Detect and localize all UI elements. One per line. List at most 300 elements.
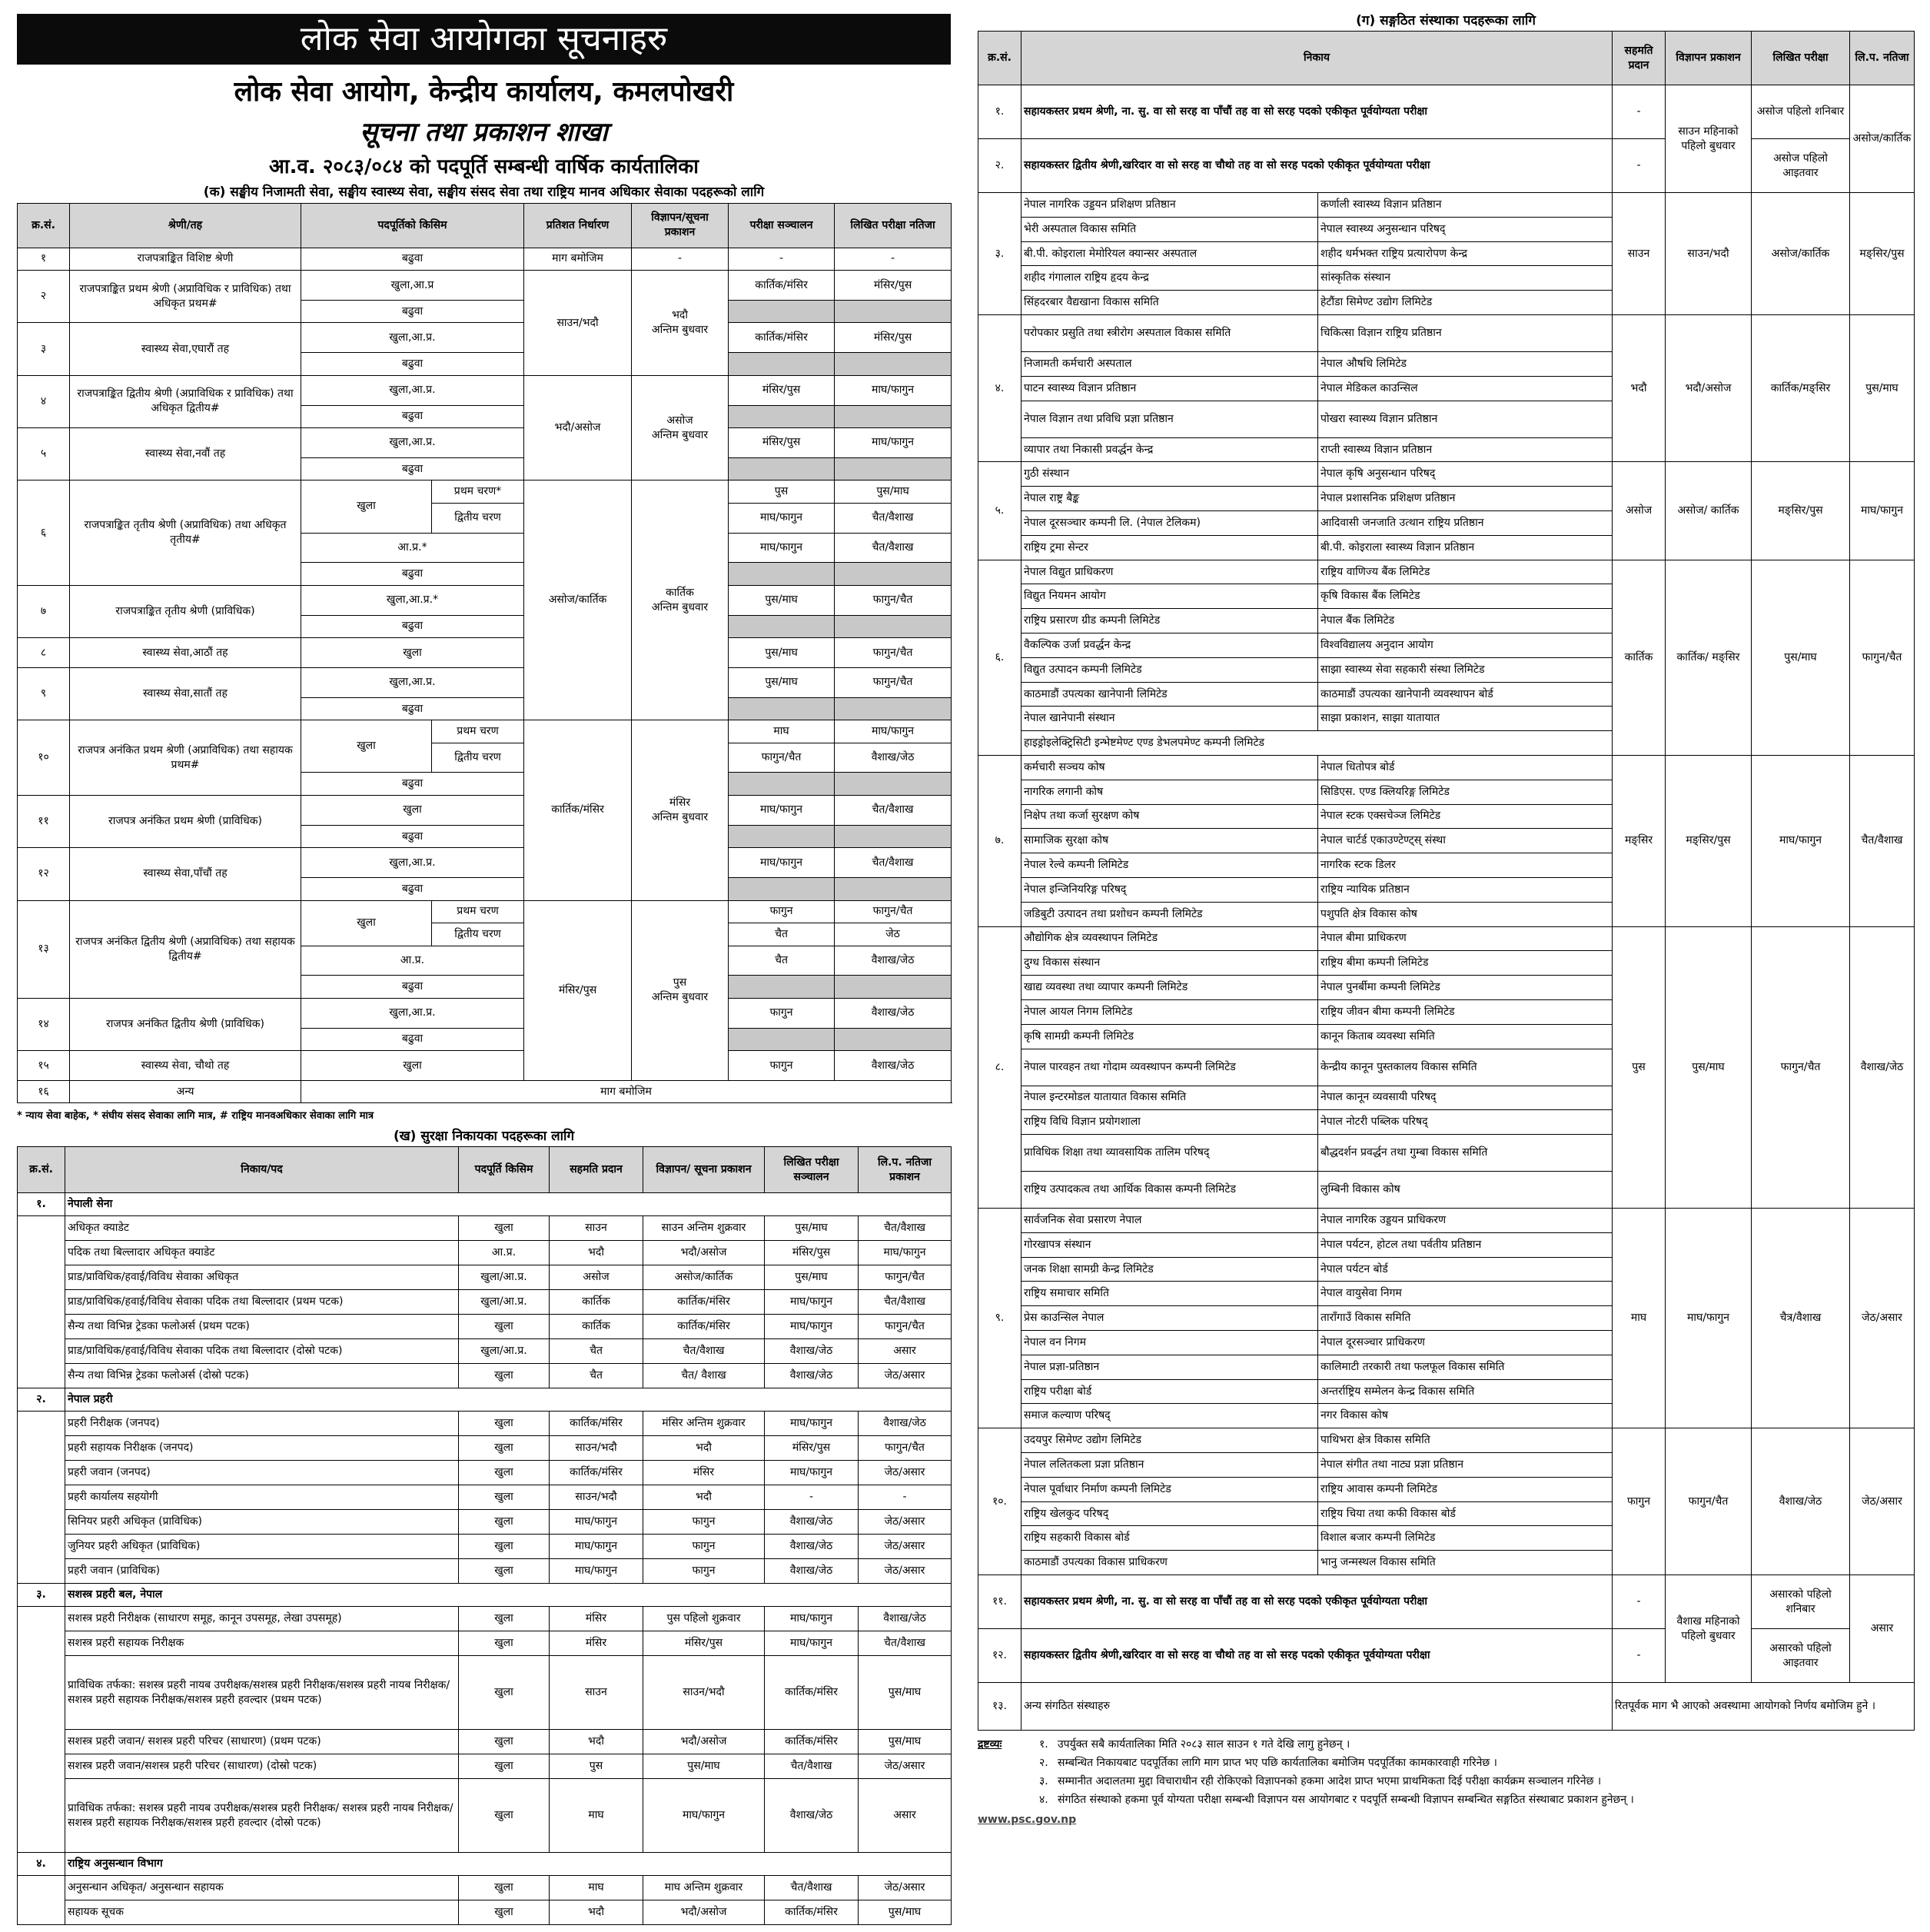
row-number: १५ bbox=[18, 1051, 70, 1081]
row-value: मंसिर अन्तिम शुक्रवार bbox=[643, 1412, 765, 1436]
table-row bbox=[18, 248, 952, 271]
table-ka-footnote: * न्याय सेवा बाहेक, * संघीय संसद सेवाका लागि मात्र, # राष्ट्रिय मानवअधिकार सेवाका लागि मात्र bbox=[17, 1110, 374, 1122]
row-number: ४. bbox=[978, 314, 1021, 461]
org-name: लुम्बिनी विकास कोष bbox=[1318, 1172, 1613, 1209]
row-number: ५. bbox=[978, 462, 1021, 560]
other-row bbox=[978, 1683, 1915, 1731]
row-number: ९ bbox=[18, 667, 70, 720]
row-value: खुला/आ.प्र. bbox=[459, 1339, 550, 1364]
row-blank bbox=[729, 300, 835, 323]
org-name: जनक शिक्षा सामग्री केन्द्र लिमिटेड bbox=[1021, 1257, 1318, 1282]
row-type: खुला bbox=[301, 795, 524, 825]
row-exam: माघ/फागुन bbox=[729, 533, 835, 563]
row-value: खुला bbox=[459, 1485, 550, 1510]
row-value: भदौ bbox=[550, 1900, 643, 1925]
exam-row bbox=[978, 1575, 1915, 1629]
row-name: अन्य bbox=[70, 1080, 301, 1103]
org-name: विशाल बजार कम्पनी लिमिटेड bbox=[1318, 1526, 1613, 1551]
row-value: फागुन bbox=[643, 1559, 765, 1584]
row-value: खुला bbox=[459, 1559, 550, 1584]
row-value: माघ/फागुन bbox=[765, 1315, 859, 1339]
row-value: साउन/भदौ bbox=[550, 1436, 643, 1461]
row-exam: कार्तिक/मंसिर bbox=[729, 323, 835, 353]
row-exam: फागुन/चैत bbox=[1752, 926, 1850, 1209]
row-exam: असोज पहिलो आइतवार bbox=[1752, 139, 1850, 193]
row-blank bbox=[835, 1028, 952, 1051]
section-name: नेपाल प्रहरी bbox=[65, 1388, 952, 1412]
row-number: १२ bbox=[18, 848, 70, 900]
org-name: निक्षेप तथा कर्जा सुरक्षण कोष bbox=[1021, 804, 1318, 829]
row-result: मंसिर/पुस bbox=[835, 271, 952, 301]
row-value: भदौ bbox=[643, 1436, 765, 1461]
row-type: खुला bbox=[301, 900, 432, 946]
row-exam: चैत्र/वैशाख bbox=[1752, 1209, 1850, 1428]
row-exam: मङ्सिर/पुस bbox=[1752, 462, 1850, 560]
exam-row bbox=[978, 1629, 1915, 1683]
row-type: खुला bbox=[301, 481, 432, 533]
row-value: जेठ/असार bbox=[859, 1510, 952, 1535]
row-value: साउन bbox=[550, 1656, 643, 1730]
row-exam: मंसिर/पुस bbox=[729, 428, 835, 458]
row-type: खुला bbox=[301, 638, 524, 668]
row-name: प्रहरी सहायक निरीक्षक (जनपद) bbox=[65, 1436, 459, 1461]
website-link[interactable]: www.psc.gov.np bbox=[978, 1814, 1077, 1827]
row-type: खुला,आ.प्र. bbox=[301, 998, 524, 1028]
table-kha bbox=[17, 1146, 952, 1925]
org-name: उदयपुर सिमेण्ट उद्योग लिमिटेड bbox=[1021, 1428, 1318, 1453]
row-result: जेठ/असार bbox=[1850, 1428, 1915, 1575]
section-number: ३. bbox=[18, 1584, 65, 1607]
row-value: वैशाख/जेठ bbox=[765, 1364, 859, 1388]
row-blank bbox=[835, 615, 952, 638]
row-blank bbox=[835, 300, 952, 323]
row-consent: - bbox=[1613, 85, 1666, 139]
row-type: बढुवा bbox=[301, 563, 524, 586]
table-row bbox=[18, 1656, 952, 1730]
org-name: व्यापार तथा निकासी प्रवर्द्धन केन्द्र bbox=[1021, 437, 1318, 462]
row-result: चैत/वैशाख bbox=[835, 503, 952, 533]
org-name: नेपाल इन्जिनियरिङ्ग परिषद् bbox=[1021, 877, 1318, 902]
org-name: नेपाल मेडिकल काउन्सिल bbox=[1318, 376, 1613, 401]
org-name: नेपाल विज्ञान तथा प्रविधि प्रज्ञा प्रतिष्ठान bbox=[1021, 401, 1318, 437]
row-value: पुस/माघ bbox=[859, 1730, 952, 1754]
row-value: पुस/माघ bbox=[859, 1656, 952, 1730]
org-name: कर्णाली स्वास्थ्य विज्ञान प्रतिष्ठान bbox=[1318, 193, 1613, 218]
row-type: आ.प्र.* bbox=[301, 533, 524, 563]
row-blank bbox=[835, 457, 952, 481]
row-exam: फागुन/चैत bbox=[729, 743, 835, 773]
section-number: १. bbox=[18, 1193, 65, 1216]
row-value: वैशाख/जेठ bbox=[765, 1779, 859, 1853]
row-value: कार्तिक bbox=[550, 1290, 643, 1315]
row-blank bbox=[835, 405, 952, 428]
table-row bbox=[18, 900, 952, 923]
row-result: फागुन/चैत bbox=[835, 585, 952, 615]
org-name: राष्ट्रिय विधि विज्ञान प्रयोगशाला bbox=[1021, 1110, 1318, 1135]
row-value: खुला bbox=[459, 1510, 550, 1535]
row-type: बढुवा bbox=[301, 825, 524, 848]
header-cell: श्रेणी/तह bbox=[70, 204, 301, 248]
org-name: विद्युत नियमन आयोग bbox=[1021, 584, 1318, 609]
section-name: नेपाली सेना bbox=[65, 1193, 952, 1216]
row-value: खुला bbox=[459, 1631, 550, 1656]
row-advert: मङ्सिर/पुस bbox=[1666, 755, 1752, 926]
section-row bbox=[18, 1584, 952, 1607]
org-name: चिकित्सा विज्ञान राष्ट्रिय प्रतिष्ठान bbox=[1318, 314, 1613, 351]
row-number: १० bbox=[18, 720, 70, 796]
section-row bbox=[18, 1388, 952, 1412]
row-blank bbox=[729, 1028, 835, 1051]
row-number-blank bbox=[18, 1607, 65, 1853]
org-name: राष्ट्रिय न्यायिक प्रतिष्ठान bbox=[1318, 877, 1613, 902]
row-number: १२. bbox=[978, 1629, 1021, 1683]
schedule-title: आ.व. २०८३/०८४ को पदपूर्ति सम्बन्धी वार्षिक कार्यतालिका bbox=[269, 155, 699, 178]
org-name: काठमाडौं उपत्यका खानेपानी व्यवस्थापन बोर्ड bbox=[1318, 682, 1613, 707]
row-value: चैत/वैशाख bbox=[643, 1339, 765, 1364]
row-value: खुला bbox=[459, 1535, 550, 1559]
org-name: आदिवासी जनजाति उत्थान राष्ट्रिय प्रतिष्ठान bbox=[1318, 510, 1613, 535]
row-value: फागुन/चैत bbox=[859, 1265, 952, 1290]
row-result: फागुन/चैत bbox=[1850, 560, 1915, 755]
table-ga-caption: (ग) सङ्गठित संस्थाका पदहरूका लागि bbox=[1356, 13, 1536, 28]
row-exam: फागुन bbox=[729, 900, 835, 923]
row-name: स्वास्थ्य सेवा, चौथो तह bbox=[70, 1051, 301, 1081]
row-number: ११ bbox=[18, 795, 70, 847]
org-name: नेपाल कानून व्यवसायी परिषद् bbox=[1318, 1086, 1613, 1110]
row-value: कार्तिक/मंसिर bbox=[765, 1730, 859, 1754]
org-name: नेपाल वायुसेवा निगम bbox=[1318, 1282, 1613, 1306]
org-name: नागरिक स्टक डिलर bbox=[1318, 853, 1613, 878]
row-exam: माघ/फागुन bbox=[729, 503, 835, 533]
org-name: जडिबुटी उत्पादन तथा प्रशोधन कम्पनी लिमिटेड bbox=[1021, 902, 1318, 926]
row-value: माघ/फागुन bbox=[550, 1535, 643, 1559]
row-type: खुला,आ.प्र. bbox=[301, 428, 524, 458]
table-row bbox=[18, 720, 952, 743]
row-value: चैत/वैशाख bbox=[859, 1631, 952, 1656]
row-type: बढुवा bbox=[301, 300, 524, 323]
org-name: वैकल्पिक उर्जा प्रवर्द्धन केन्द्र bbox=[1021, 633, 1318, 657]
section-name: राष्ट्रिय अनुसन्धान विभाग bbox=[65, 1853, 952, 1876]
row-blank bbox=[729, 615, 835, 638]
row-result: फागुन/चैत bbox=[835, 667, 952, 697]
row-name: राजपत्र अनंकित द्वितीय श्रेणी (अप्राविधिक) तथा सहायक द्वितीय# bbox=[70, 900, 301, 998]
row-name: प्रहरी जवान (प्राविधिक) bbox=[65, 1559, 459, 1584]
row-name: प्राड/प्राविधिक/हवाई/विविध सेवाका पदिक तथा बिल्लादार (दोस्रो पटक) bbox=[65, 1339, 459, 1364]
table-row bbox=[18, 1339, 952, 1364]
section-row bbox=[18, 1193, 952, 1216]
row-value: पुस/माघ bbox=[765, 1265, 859, 1290]
org-name: बी.पी. कोइराला स्वास्थ्य विज्ञान प्रतिष्ठान bbox=[1318, 535, 1613, 560]
row-value: जेठ/असार bbox=[859, 1364, 952, 1388]
row-type: बढुवा bbox=[301, 697, 524, 720]
org-name: विद्युत उत्पादन कम्पनी लिमिटेड bbox=[1021, 657, 1318, 682]
note-text: संगठित संस्थाको हकमा पूर्व योग्यता परीक्षा सम्बन्धी विज्ञापन यस आयोगबाट र पदपूर्ति सम्बन्धी विज्ञापन सम्बन्धित सङ्गठित संस्थाबाट प्रकाशन हुनेछन् । bbox=[1058, 1794, 1634, 1807]
row-value: खुला bbox=[459, 1900, 550, 1925]
org-name: कृषि सामग्री कम्पनी लिमिटेड bbox=[1021, 1024, 1318, 1049]
row-value: माघ bbox=[550, 1779, 643, 1853]
row-exam: कार्तिक/मङ्सिर bbox=[1752, 314, 1850, 461]
table-kha-caption: (ख) सुरक्षा निकायका पदहरूका लागि bbox=[393, 1129, 575, 1145]
row-type: बढुवा bbox=[301, 353, 524, 376]
row-value: पुस/माघ bbox=[765, 1216, 859, 1241]
org-name: नेपाल स्टक एक्सचेञ्ज लिमिटेड bbox=[1318, 804, 1613, 829]
note-label bbox=[978, 1754, 1039, 1772]
row-result: माघ/फागुन bbox=[835, 720, 952, 743]
row-type: खुला,आ.प्र bbox=[301, 271, 524, 301]
row-value: खुला bbox=[459, 1779, 550, 1853]
row-name: सैन्य तथा विभिन्न ट्रेडका फलोअर्स (दोस्रो पटक) bbox=[65, 1364, 459, 1388]
row-result: असार bbox=[1850, 1575, 1915, 1683]
org-name: नेपाल पूर्वाधार निर्माण कम्पनी लिमिटेड bbox=[1021, 1477, 1318, 1501]
header-cell: प्रतिशत निर्धारण bbox=[524, 204, 632, 248]
row-number: २. bbox=[978, 139, 1021, 193]
row-number: ११. bbox=[978, 1575, 1021, 1629]
org-name: सिंहदरबार वैद्यखाना विकास समिति bbox=[1021, 291, 1318, 315]
row-blank bbox=[835, 697, 952, 720]
org-name: राष्ट्रिय चिया तथा कफी विकास बोर्ड bbox=[1318, 1501, 1613, 1526]
row-blank bbox=[835, 825, 952, 848]
note-number: ३. bbox=[1039, 1775, 1048, 1788]
row-consent: - bbox=[1613, 139, 1666, 193]
org-name: औद्योगिक क्षेत्र व्यवस्थापन लिमिटेड bbox=[1021, 926, 1318, 951]
row-result: चैत/वैशाख bbox=[1850, 755, 1915, 926]
row-exam: असोज/कार्तिक bbox=[1752, 193, 1850, 315]
table-row bbox=[18, 1436, 952, 1461]
row-name: अनुसन्धान अधिकृत/ अनुसन्धान सहायक bbox=[65, 1876, 459, 1900]
table-row bbox=[18, 1730, 952, 1754]
row-name: स्वास्थ्य सेवा,पाँचौं तह bbox=[70, 848, 301, 900]
row-blank bbox=[729, 697, 835, 720]
row-result: मंसिर/पुस bbox=[835, 323, 952, 353]
row-value: मंसिर bbox=[550, 1631, 643, 1656]
row-value: मंसिर bbox=[643, 1461, 765, 1485]
row-consent: - bbox=[1613, 1575, 1666, 1629]
org-name: खाद्य व्यवस्था तथा व्यापार कम्पनी लिमिटेड bbox=[1021, 976, 1318, 1000]
row-value: कार्तिक bbox=[550, 1315, 643, 1339]
row-value: खुला/आ.प्र. bbox=[459, 1290, 550, 1315]
row-value: कार्तिक/मंसिर bbox=[550, 1461, 643, 1485]
note-number: ४. bbox=[1039, 1794, 1048, 1807]
row-name: सहायकस्तर प्रथम श्रेणी, ना. सु. वा सो सरह वा पाँचौं तह वा सो सरह पदको एकीकृत पूर्वयोग्यता परीक्षा bbox=[1021, 85, 1613, 139]
row-name: प्रहरी कार्यालय सहयोगी bbox=[65, 1485, 459, 1510]
row-result: फागुन/चैत bbox=[835, 900, 952, 923]
row-value: जेठ/असार bbox=[859, 1559, 952, 1584]
row-number: ९. bbox=[978, 1209, 1021, 1428]
row-percent: भदौ/असोज bbox=[524, 375, 632, 481]
row-value: खुला bbox=[459, 1461, 550, 1485]
header-cell: सहमति प्रदान bbox=[1613, 32, 1666, 85]
row-value: जेठ/असार bbox=[859, 1535, 952, 1559]
row-result: वैशाख/जेठ bbox=[835, 998, 952, 1028]
row-advert: पुस/माघ bbox=[1666, 926, 1752, 1209]
row-type: खुला bbox=[301, 720, 432, 773]
table-row bbox=[18, 1216, 952, 1241]
notice-banner: लोक सेवा आयोगका सूचनाहरु bbox=[17, 14, 951, 65]
row-advert: वैशाख महिनाको पहिलो बुधवार bbox=[1666, 1575, 1752, 1683]
row-percent: माग बमोजिम bbox=[524, 248, 632, 271]
org-name: नेपाल ललितकला प्रज्ञा प्रतिष्ठान bbox=[1021, 1453, 1318, 1478]
org-name: परोपकार प्रसुति तथा स्त्रीरोग अस्पताल विकास समिति bbox=[1021, 314, 1318, 351]
table-row bbox=[978, 1428, 1915, 1453]
table-ka bbox=[17, 203, 952, 1103]
row-type: बढुवा bbox=[301, 1028, 524, 1051]
row-stage: द्वितीय चरण bbox=[432, 503, 524, 533]
table-row bbox=[18, 1290, 952, 1315]
row-stage: प्रथम चरण* bbox=[432, 481, 524, 504]
table-row bbox=[18, 1461, 952, 1485]
row-exam: कार्तिक/मंसिर bbox=[729, 271, 835, 301]
org-name: हेटौंडा सिमेण्ट उद्योग लिमिटेड bbox=[1318, 291, 1613, 315]
row-advert: माघ/फागुन bbox=[1666, 1209, 1752, 1428]
row-type: खुला,आ.प्र. bbox=[301, 667, 524, 697]
row-advert: साउन/भदौ bbox=[1666, 193, 1752, 315]
row-value: कार्तिक/मंसिर bbox=[550, 1412, 643, 1436]
org-name: नेपाल चार्टर्ड एकाउण्टेण्ट्स् संस्था bbox=[1318, 829, 1613, 853]
org-name: नगर विकास कोष bbox=[1318, 1404, 1613, 1428]
table-row bbox=[18, 1265, 952, 1290]
org-name: नेपाल इन्टरमोडल यातायात विकास समिति bbox=[1021, 1086, 1318, 1110]
row-value: फागुन/चैत bbox=[859, 1436, 952, 1461]
table-row bbox=[18, 1241, 952, 1265]
row-exam: पुस bbox=[729, 481, 835, 504]
row-number: १६ bbox=[18, 1080, 70, 1103]
org-name: नागरिक लगानी कोष bbox=[1021, 780, 1318, 804]
row-percent: असोज/कार्तिक bbox=[524, 481, 632, 720]
row-value: जेठ/असार bbox=[859, 1461, 952, 1485]
table-row bbox=[18, 428, 952, 458]
org-name: नेपाल आयल निगम लिमिटेड bbox=[1021, 999, 1318, 1024]
row-blank bbox=[835, 976, 952, 999]
row-value: कार्तिक/मंसिर bbox=[643, 1315, 765, 1339]
row-value: माघ bbox=[550, 1876, 643, 1900]
header-cell: सहमति प्रदान bbox=[550, 1147, 643, 1193]
row-value: साउन/भदौ bbox=[643, 1656, 765, 1730]
row-name: सिनियर प्रहरी अधिकृत (प्राविधिक) bbox=[65, 1510, 459, 1535]
row-name: जुनियर प्रहरी अधिकृत (प्राविधिक) bbox=[65, 1535, 459, 1559]
row-advert: मंसिर अन्तिम बुधवार bbox=[632, 720, 729, 900]
row-blank bbox=[835, 563, 952, 586]
row-number: ३. bbox=[978, 193, 1021, 315]
row-value: वैशाख/जेठ bbox=[859, 1412, 952, 1436]
row-value: खुला bbox=[459, 1315, 550, 1339]
row-number: १. bbox=[978, 85, 1021, 139]
row-type: खुला bbox=[301, 1051, 524, 1081]
row-result: जेठ bbox=[835, 923, 952, 946]
row-value: माघ/फागुन bbox=[765, 1607, 859, 1631]
row-number-blank bbox=[18, 1876, 65, 1925]
note-text: सम्मानीत अदालतमा मुद्दा विचाराधीन रही रोकिएको विज्ञापनको हकमा आदेश प्राप्त भएमा प्राथमिकता दिई परीक्षा कार्यक्रम सञ्चालन गरिनेछ । bbox=[1058, 1775, 1602, 1788]
row-type: बढुवा bbox=[301, 248, 524, 271]
row-number: १४ bbox=[18, 998, 70, 1050]
note-text: उपर्युक्त सबै कार्यतालिका मिति २०८३ साल साउन १ गते देखि लागु हुनेछन् । bbox=[1058, 1738, 1350, 1751]
row-name: सशस्त्र प्रहरी जवान/सशस्त्र प्रहरी परिचर (साधारण) (दोस्रो पटक) bbox=[65, 1754, 459, 1779]
row-exam: माघ/फागुन bbox=[1752, 755, 1850, 926]
row-number: ६ bbox=[18, 481, 70, 586]
table-row bbox=[978, 1209, 1915, 1233]
row-type: बढुवा bbox=[301, 615, 524, 638]
table-row bbox=[18, 585, 952, 615]
table-row bbox=[18, 1559, 952, 1584]
table-row bbox=[18, 1779, 952, 1853]
row-result: असोज/कार्तिक bbox=[1850, 85, 1915, 193]
row-name: स्वास्थ्य सेवा,नवौं तह bbox=[70, 428, 301, 481]
row-value: वैशाख/जेठ bbox=[765, 1510, 859, 1535]
row-value: भदौ/असोज bbox=[643, 1900, 765, 1925]
row-advert: - bbox=[632, 248, 729, 271]
row-consent: भदौ bbox=[1613, 314, 1666, 461]
header-cell: निकाय/पद bbox=[65, 1147, 459, 1193]
table-row bbox=[978, 314, 1915, 351]
org-name: शहीद धर्मभक्त राष्ट्रिय प्रत्यारोपण केन्द्र bbox=[1318, 241, 1613, 266]
table-ga bbox=[978, 31, 1915, 1731]
org-name: कृषि विकास बैंक लिमिटेड bbox=[1318, 584, 1613, 609]
org-name: राष्ट्रिय खेलकुद परिषद् bbox=[1021, 1501, 1318, 1526]
row-value: भदौ bbox=[550, 1241, 643, 1265]
table-row bbox=[18, 1364, 952, 1388]
row-result: - bbox=[835, 248, 952, 271]
row-consent: साउन bbox=[1613, 193, 1666, 315]
header-cell: लिखित परीक्षा सञ्चालन bbox=[765, 1147, 859, 1193]
org-name: साझा स्वास्थ्य सेवा सहकारी संस्था लिमिटेड bbox=[1318, 657, 1613, 682]
org-name: नेपाल धितोपत्र बोर्ड bbox=[1318, 755, 1613, 780]
table-row bbox=[18, 795, 952, 825]
row-value: खुला bbox=[459, 1436, 550, 1461]
note-label: द्रष्टव्यः bbox=[978, 1738, 1002, 1751]
row-advert: फागुन/चैत bbox=[1666, 1428, 1752, 1575]
org-name: प्रेस काउन्सिल नेपाल bbox=[1021, 1306, 1318, 1331]
row-value: पुस/माघ bbox=[643, 1754, 765, 1779]
row-advert: कार्तिक अन्तिम बुधवार bbox=[632, 481, 729, 720]
row-value: खुला/आ.प्र. bbox=[459, 1265, 550, 1290]
row-blank bbox=[729, 457, 835, 481]
row-value: पुस bbox=[550, 1754, 643, 1779]
row-exam: असारको पहिलो शनिबार bbox=[1752, 1575, 1850, 1629]
row-value: खुला bbox=[459, 1754, 550, 1779]
org-name: पाथिभरा क्षेत्र विकास समिति bbox=[1318, 1428, 1613, 1453]
org-name: नेपाल नागरिक उड्डयन प्रशिक्षण प्रतिष्ठान bbox=[1021, 193, 1318, 218]
row-name: प्रहरी जवान (जनपद) bbox=[65, 1461, 459, 1485]
row-number: १३. bbox=[978, 1683, 1021, 1731]
table-row bbox=[978, 193, 1915, 218]
org-name: नेपाल प्रज्ञा-प्रतिष्ठान bbox=[1021, 1355, 1318, 1379]
org-name: राष्ट्रिय परीक्षा बोर्ड bbox=[1021, 1379, 1318, 1404]
row-value: फागुन bbox=[643, 1535, 765, 1559]
row-name: प्राविधिक तर्फका: सशस्त्र प्रहरी नायब उपरीक्षक/सशस्त्र प्रहरी निरीक्षक/ सशस्त्र प्रहरी नायब निरीक्षक/सशस्त्र प्रहरी सहायक निरीक्षक/सशस्त्र प्रहरी हवल्दार (दोस्रो पटक) bbox=[65, 1779, 459, 1853]
note-text: सम्बन्धित निकायबाट पदपूर्तिका लागि माग प्राप्त भए पछि कार्यतालिका बमोजिम पदपूर्तिका कामकारवाही गरिनेछ । bbox=[1058, 1757, 1497, 1770]
row-exam: फागुन bbox=[729, 1051, 835, 1081]
row-value: भदौ/असोज bbox=[643, 1730, 765, 1754]
row-name: सशस्त्र प्रहरी निरीक्षक (साधारण समूह, कानून उपसमूह, लेखा उपसमूह) bbox=[65, 1607, 459, 1631]
row-type: बढुवा bbox=[301, 457, 524, 481]
row-value: माघ/फागुन bbox=[765, 1290, 859, 1315]
org-name: राप्ती स्वास्थ्य विज्ञान प्रतिष्ठान bbox=[1318, 437, 1613, 462]
org-name: राष्ट्रिय वाणिज्य बैंक लिमिटेड bbox=[1318, 560, 1613, 584]
row-blank bbox=[729, 825, 835, 848]
org-name: गुठी संस्थान bbox=[1021, 462, 1318, 487]
org-name: नेपाल पर्यटन बोर्ड bbox=[1318, 1257, 1613, 1282]
row-type: खुला,आ.प्र.* bbox=[301, 585, 524, 615]
row-value: भदौ bbox=[643, 1485, 765, 1510]
row-name: राजपत्राङ्कित द्वितीय श्रेणी (अप्राविधिक र प्राविधिक) तथा अधिकृत द्वितीय# bbox=[70, 375, 301, 427]
note-item bbox=[978, 1754, 1914, 1772]
row-stage: प्रथम चरण bbox=[432, 900, 524, 923]
row-name: प्राड/प्राविधिक/हवाई/विविध सेवाका अधिकृत bbox=[65, 1265, 459, 1290]
row-type: बढुवा bbox=[301, 773, 524, 796]
row-result: वैशाख/जेठ bbox=[835, 743, 952, 773]
org-name: नेपाल पर्यटन, होटल तथा पर्वतीय प्रतिष्ठान bbox=[1318, 1232, 1613, 1257]
row-result: चैत/वैशाख bbox=[835, 848, 952, 878]
row-type: खुला,आ.प्र. bbox=[301, 323, 524, 353]
